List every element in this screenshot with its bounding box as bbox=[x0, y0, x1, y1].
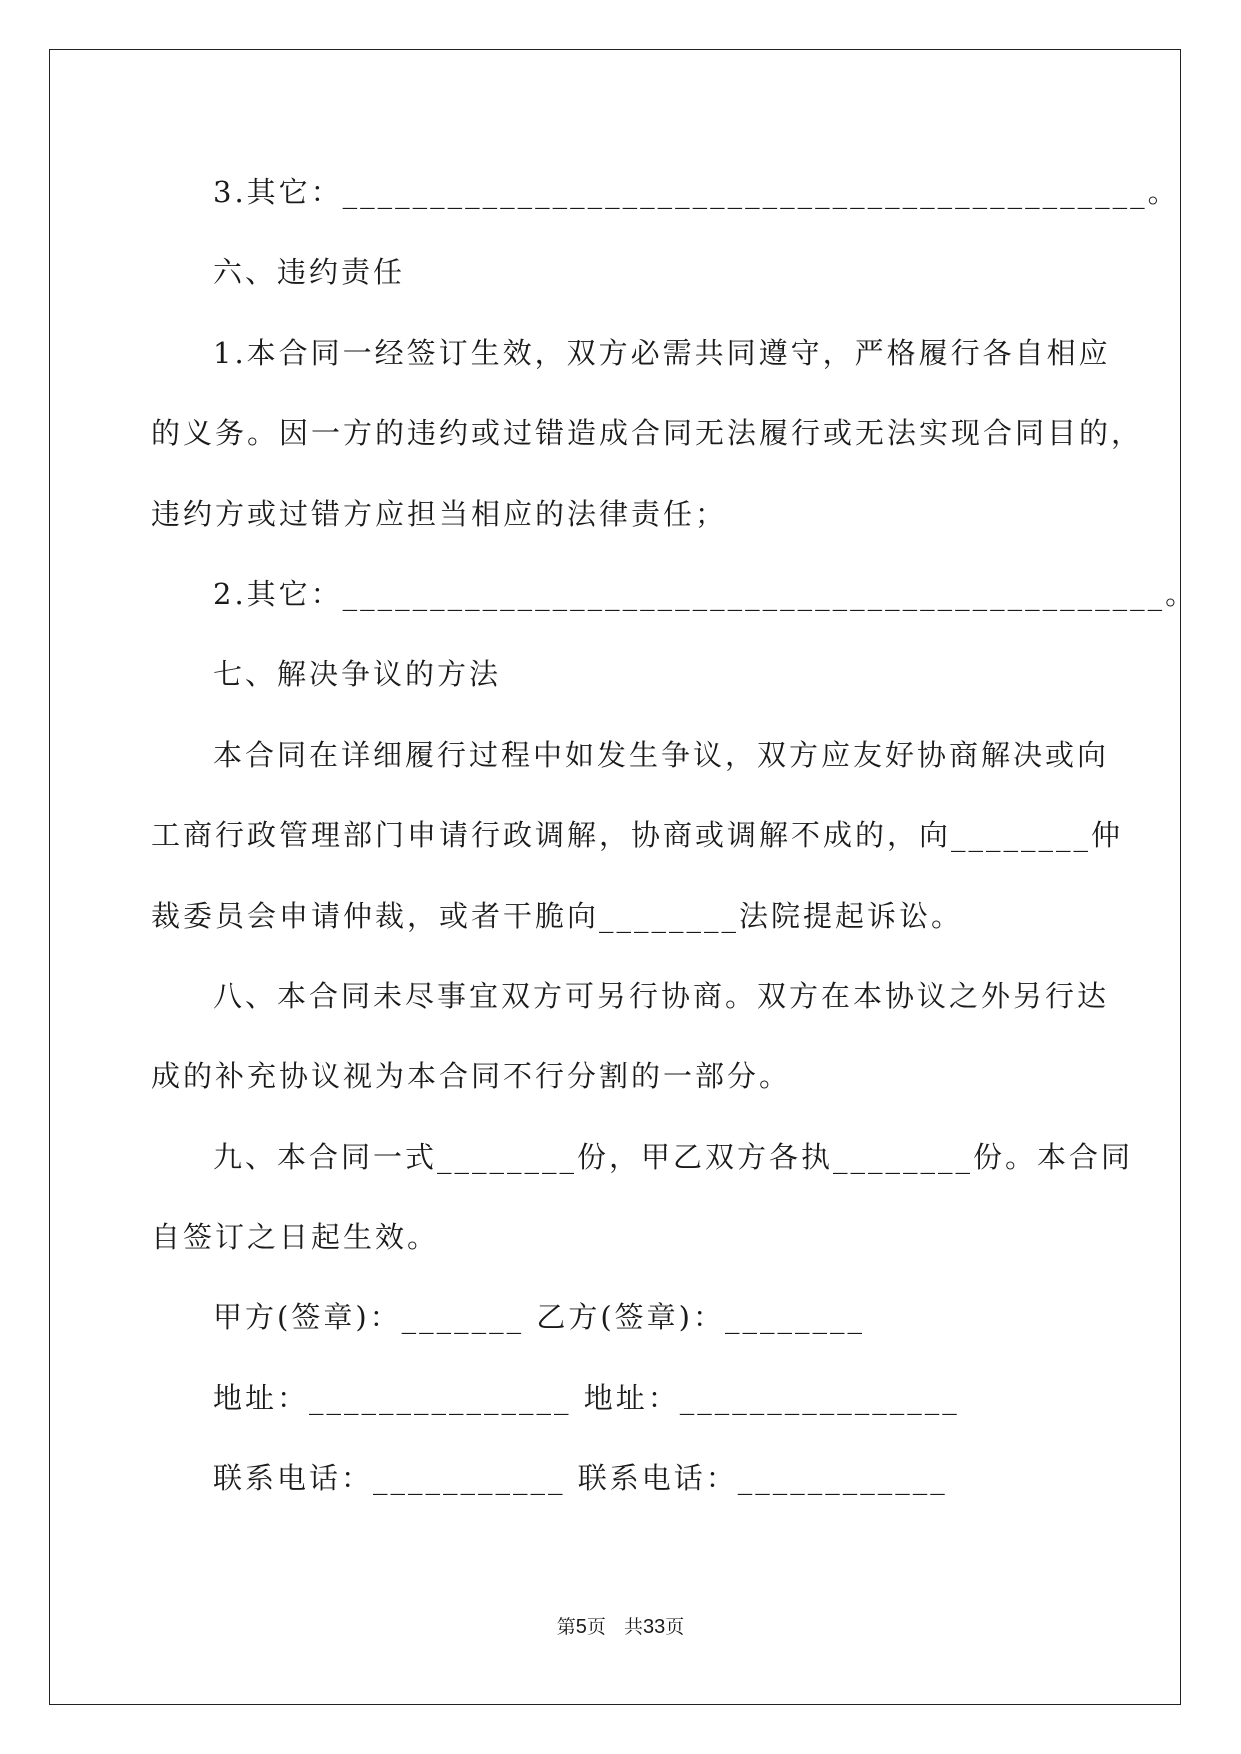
clause-6-1-line-2: 的义务。因一方的违约或过错造成合同无法履行或无法实现合同目的， bbox=[151, 416, 1144, 451]
section-8-line-2: 成的补充协议视为本合同不行分割的一部分。 bbox=[151, 1059, 792, 1094]
section-6-heading: 六、违约责任 bbox=[213, 255, 406, 290]
section-9-line-2: 自签订之日起生效。 bbox=[151, 1220, 440, 1255]
page-suffix: 页 bbox=[586, 1616, 606, 1638]
clause-5-3-other: 3.其它：______________________________________________。 bbox=[213, 175, 1180, 209]
contract-body bbox=[151, 164, 1198, 1531]
phone-line: 联系电话：___________ 联系电话：____________ bbox=[213, 1461, 948, 1496]
section-7-line-1: 本合同在详细履行过程中如发生争议，双方应友好协商解决或向 bbox=[213, 737, 1110, 772]
clause-6-1-line-3: 违约方或过错方应担当相应的法律责任； bbox=[151, 496, 728, 531]
section-7-heading: 七、解决争议的方法 bbox=[213, 657, 502, 692]
section-7-line-2: 工商行政管理部门申请行政调解，协商或调解不成的，向________仲 bbox=[151, 818, 1124, 853]
total-prefix: 共 bbox=[624, 1616, 644, 1638]
total-pages: 33 bbox=[643, 1616, 666, 1638]
address-line: 地址：_______________ 地址：________________ bbox=[213, 1380, 960, 1415]
total-suffix: 页 bbox=[665, 1616, 685, 1638]
page-number: 5 bbox=[575, 1616, 587, 1638]
page-footer bbox=[0, 1612, 1241, 1639]
clause-6-2-other: 2.其它：_______________________________________________。 bbox=[213, 576, 1198, 611]
section-7-line-3: 裁委员会申请仲裁，或者干脆向________法院提起诉讼。 bbox=[151, 898, 964, 933]
section-8-line-1: 八、本合同未尽事宜双方可另行协商。双方在本协议之外另行达 bbox=[213, 978, 1110, 1013]
section-9-line-1: 九、本合同一式________份，甲乙双方各执________份。本合同 bbox=[213, 1139, 1134, 1174]
signature-line: 甲方(签章)：_______ 乙方(签章)：________ bbox=[213, 1300, 865, 1335]
page-prefix: 第 bbox=[556, 1616, 576, 1638]
clause-6-1-line-1: 1.本合同一经签订生效，双方必需共同遵守，严格履行各自相应 bbox=[213, 335, 1111, 370]
